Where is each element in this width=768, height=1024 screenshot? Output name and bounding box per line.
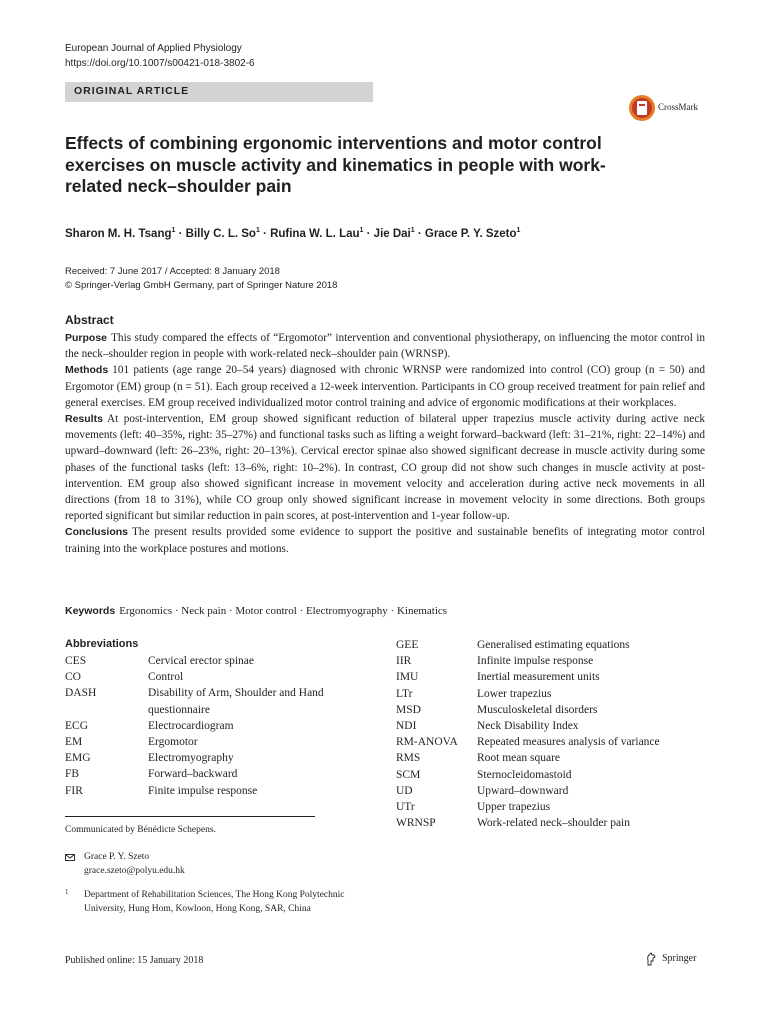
abbreviation-row xyxy=(65,734,365,750)
abbreviation-term: IMU xyxy=(396,671,419,684)
journal-name: European Journal of Applied Physiology xyxy=(65,43,242,54)
abstract-section-label: Methods xyxy=(65,364,109,377)
abbreviation-term: RM-ANOVA xyxy=(396,736,458,749)
abbreviation-row xyxy=(396,669,736,685)
abbreviation-term: UD xyxy=(396,784,413,797)
affiliation-text: Department of Rehabilitation Sciences, The Hong Kong Polytechnic University, Hung Hom, Kowloon, Hong Kong, SAR, China xyxy=(84,890,345,914)
abbreviation-definition: Cervical erector spinae xyxy=(148,655,254,667)
abbreviation-row xyxy=(65,685,365,717)
abstract-section-text: This study compared the effects of “Ergomotor” intervention and conventional physiotherapy, on influencing the motor control in the neck–shoulder region in people with work-related neck–shoulder pain (WRNSP). xyxy=(65,332,705,361)
article-type-bar xyxy=(65,82,373,102)
abbreviation-term: CO xyxy=(65,671,81,684)
author-name: Rufina W. L. Lau xyxy=(270,227,360,240)
author-name: Billy C. L. So xyxy=(185,227,256,240)
abbreviation-definition: Lower trapezius xyxy=(477,687,552,700)
abbreviation-row xyxy=(396,637,736,653)
abbreviation-row xyxy=(396,750,736,766)
author-affiliation-mark: 1 xyxy=(359,227,364,234)
abbreviation-term: RMS xyxy=(396,752,421,765)
abbreviation-term: WRNSP xyxy=(396,817,436,830)
abbreviation-term: EM xyxy=(65,736,83,749)
abbreviation-definition: Work-related neck–shoulder pain xyxy=(477,817,630,830)
abbreviation-term: SCM xyxy=(396,768,421,781)
author-separator: · xyxy=(259,227,271,240)
abbreviation-term: IIR xyxy=(396,655,412,668)
abbreviation-definition: Infinite impulse response xyxy=(477,655,594,668)
abbreviation-row xyxy=(65,766,365,782)
mail-icon xyxy=(65,854,75,861)
abbreviation-row xyxy=(396,718,736,734)
abbreviation-definition: Repeated measures analysis of variance xyxy=(477,736,660,749)
abbreviation-row xyxy=(396,653,736,669)
author-name: Jie Dai xyxy=(373,227,411,240)
abbreviation-row xyxy=(65,718,365,734)
abbreviation-term: FIR xyxy=(65,784,83,797)
keywords xyxy=(65,605,447,617)
abbreviation-term: MSD xyxy=(396,703,421,716)
abbreviation-row xyxy=(65,653,365,669)
abbreviation-definition: Forward–backward xyxy=(148,768,238,781)
abbreviation-term: FB xyxy=(65,768,80,781)
abbreviation-term: EMG xyxy=(65,752,91,765)
copyright-line: © Springer-Verlag GmbH Germany, part of Springer Nature 2018 xyxy=(65,280,338,291)
author-separator: · xyxy=(414,227,425,240)
crossmark-label: CrossMark xyxy=(658,102,698,112)
crossmark-icon xyxy=(628,94,656,122)
abbreviation-row xyxy=(396,815,736,831)
abstract-section-conclusions xyxy=(65,524,705,556)
abbreviation-row xyxy=(65,783,365,799)
abbreviation-row xyxy=(396,799,736,815)
communicated-by: Communicated by Bénédicte Schepens. xyxy=(65,825,216,835)
author-affiliation-mark: 1 xyxy=(255,227,260,234)
received-accepted: Received: 7 June 2017 / Accepted: 8 January 2018 xyxy=(65,266,280,277)
abstract-section-results xyxy=(65,411,705,524)
abbreviation-term: ECG xyxy=(65,719,88,732)
abbreviation-term: DASH xyxy=(65,687,97,700)
abbreviation-definition: Sternocleidomastoid xyxy=(477,768,572,781)
author-affiliation-mark: 1 xyxy=(171,227,176,234)
author-list xyxy=(65,227,520,240)
abbreviation-row xyxy=(65,750,365,766)
abstract-section-label: Results xyxy=(65,413,103,426)
abstract-body xyxy=(65,330,705,557)
abbreviations-heading: Abbreviations xyxy=(65,638,139,650)
journal-header xyxy=(65,41,255,71)
abbreviation-definition: Electrocardiogram xyxy=(148,719,234,732)
abbreviations-list-left xyxy=(65,653,365,799)
abbreviation-definition: Neck Disability Index xyxy=(477,720,579,733)
abbreviation-row xyxy=(396,734,736,750)
author-affiliation-mark: 1 xyxy=(516,227,521,234)
springer-horse-icon xyxy=(645,952,657,966)
author-affiliation-mark: 1 xyxy=(410,227,415,234)
article-type-label: ORIGINAL ARTICLE xyxy=(74,85,190,97)
abbreviation-definition: Control xyxy=(148,671,184,684)
abbreviation-row xyxy=(396,767,736,783)
abbreviation-row xyxy=(396,686,736,702)
abstract-heading: Abstract xyxy=(65,313,114,327)
abbreviation-definition: Musculoskeletal disorders xyxy=(477,703,598,716)
abbreviation-definition: Finite impulse response xyxy=(148,784,258,797)
abstract-section-label: Purpose xyxy=(65,332,108,344)
abbreviation-term: NDI xyxy=(396,720,417,733)
abbreviations-list-right xyxy=(396,637,736,831)
abstract-section-text: At post-intervention, EM group showed significant reduction of bilateral upper trapezius muscle activity during active neck movements (left: 40–35%, right: 35–27%) and functional tasks such as lifting a weight forward–backward (left: 31–21%, right: 22–14%) and upward–downward (left: 26–23%, right: 20–13%). Cervical erector spinae also showed significant decrease in muscle activity during some phases of the functional tasks (left: 13–6%, right: 10–2%). In contrast, CO group did not show such changes in muscle activity at post-intervention. EM group also showed significant increase in movement velocity and acceleration during active neck movements in all directions (from 18 to 31%), while CO group only showed significant increase in movement velocity in some directions. Both groups reported significant but similar reduction in pain scores, at post-intervention and 1-year follow-up. xyxy=(65,413,705,523)
abbreviation-row xyxy=(396,702,736,718)
abbreviation-term: UTr xyxy=(396,801,415,814)
abbreviation-row xyxy=(396,783,736,799)
correspondence-name: Grace P. Y. Szeto xyxy=(84,852,150,862)
journal-doi[interactable]: https://doi.org/10.1007/s00421-018-3802-6 xyxy=(65,58,255,69)
author-separator: · xyxy=(175,227,186,240)
footnote-divider xyxy=(65,816,315,817)
author-name: Sharon M. H. Tsang xyxy=(65,227,172,240)
abbreviation-definition: Inertial measurement units xyxy=(477,671,600,684)
springer-label: Springer xyxy=(662,953,697,964)
abstract-section-purpose xyxy=(65,330,705,362)
abbreviation-definition: Disability of Arm, Shoulder and Hand questionnaire xyxy=(148,687,324,716)
abbreviation-definition: Upward–downward xyxy=(477,784,569,797)
keywords-text: Ergonomics · Neck pain · Motor control · Electromyography · Kinematics xyxy=(119,605,448,617)
abbreviation-definition: Generalised estimating equations xyxy=(477,639,630,651)
correspondence-email[interactable]: grace.szeto@polyu.edu.hk xyxy=(84,865,185,876)
abbreviation-term: CES xyxy=(65,655,87,667)
abbreviation-row xyxy=(65,669,365,685)
article-title: Effects of combining ergonomic interventions and motor control exercises on muscle activity and kinematics in people with work-related neck–shoulder pain xyxy=(65,133,606,196)
abbreviation-definition: Ergomotor xyxy=(148,736,198,749)
abbreviation-definition: Upper trapezius xyxy=(477,801,551,814)
springer-logo xyxy=(645,951,705,967)
affiliation-number: 1 xyxy=(65,888,69,896)
published-date: Published online: 15 January 2018 xyxy=(65,955,204,966)
author-name: Grace P. Y. Szeto xyxy=(424,227,517,240)
abstract-section-text: 101 patients (age range 20–54 years) diagnosed with chronic WRNSP were randomized into control (CO) group (n = 50) and Ergomotor (EM) group (n = 51). Each group received a 12-week intervention. Participants in CO group received treatment for pain relief and general exercises. EM group received individualized motor control training and advice of ergonomic modifications at their workplaces. xyxy=(65,364,705,409)
abstract-section-text: The present results provided some evidence to support the positive and sustainable benefits of integrating motor control training into the workplace postures and motions. xyxy=(65,526,705,555)
abstract-section-methods xyxy=(65,362,705,411)
keywords-label: Keywords xyxy=(65,605,116,617)
article-dates xyxy=(65,265,337,293)
abbreviation-definition: Root mean square xyxy=(477,752,561,765)
crossmark-badge[interactable] xyxy=(628,93,738,123)
abbreviation-definition: Electromyography xyxy=(148,752,234,765)
abbreviation-term: LTr xyxy=(396,687,413,700)
abstract-section-label: Conclusions xyxy=(65,526,129,539)
abbreviation-term: GEE xyxy=(396,639,419,651)
author-separator: · xyxy=(363,227,374,240)
